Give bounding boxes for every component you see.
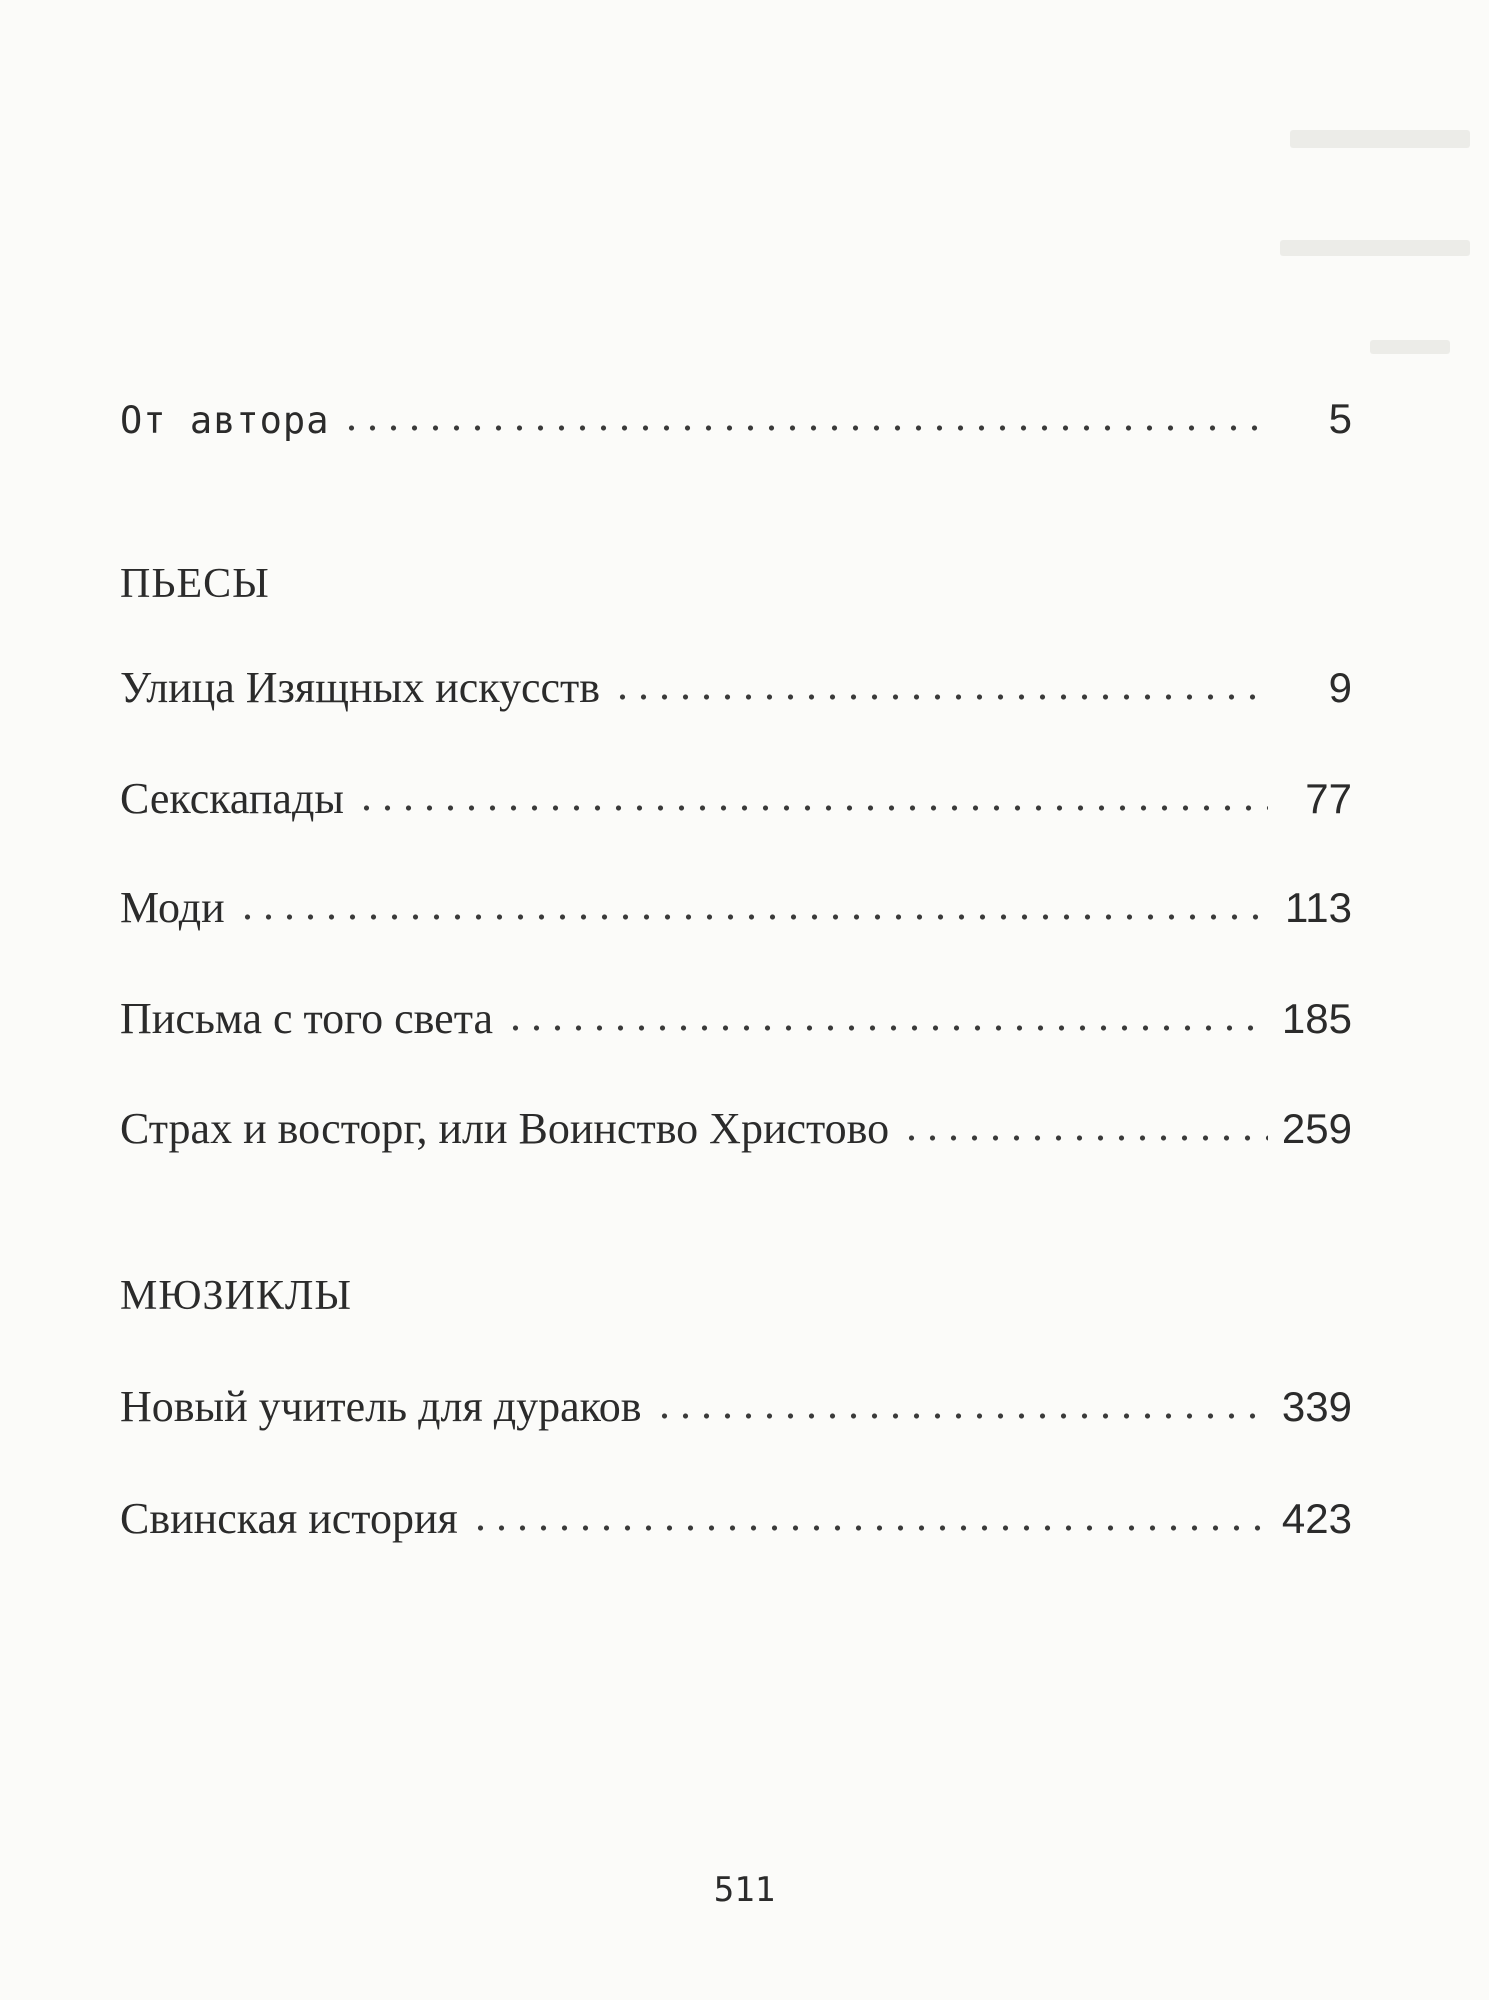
toc-entry-title: От автора [120,399,330,442]
dot-leader [356,805,1268,811]
section-heading-plays: ПЬЕСЫ [120,561,270,607]
toc-entry-title: Страх и восторг, или Воинство Христово [120,1104,890,1153]
toc-entry-page: 9 [1328,664,1352,711]
toc-entry-foreword[interactable] [120,395,1352,443]
toc-entry-page: 185 [1281,995,1352,1042]
toc-entry[interactable] [120,1493,1352,1544]
dot-leader [505,1025,1268,1031]
toc-entry-page: 259 [1281,1105,1352,1152]
dot-leader [470,1525,1268,1531]
toc-entry[interactable] [120,662,1352,713]
toc-entry[interactable] [120,882,1352,933]
page-number: 511 [713,1870,776,1910]
toc-entry-page: 339 [1281,1383,1352,1430]
toc-entry[interactable] [120,1381,1352,1432]
dot-leader [654,1413,1268,1419]
show-through-mark [1370,340,1450,354]
toc-entry-title: Секскапады [120,774,344,823]
dot-leader [901,1135,1268,1141]
toc-entry-title: Улица Изящных искусств [120,663,601,712]
dot-leader [341,425,1268,431]
show-through-mark [1280,240,1470,256]
toc-entry-title: Новый учитель для дураков [120,1382,642,1431]
show-through-mark [1290,130,1470,148]
toc-entry[interactable] [120,1103,1352,1154]
dot-leader [237,914,1268,920]
toc-entry-title: Моди [120,883,225,932]
toc-entry-page: 5 [1328,395,1352,442]
section-heading-musicals: МЮЗИКЛЫ [120,1273,353,1319]
toc-entry[interactable] [120,773,1352,824]
toc-entry-page: 77 [1305,775,1352,822]
toc-entry-title: Свинская история [120,1494,458,1543]
toc-entry-page: 423 [1281,1495,1352,1542]
dot-leader [612,694,1268,700]
toc-entry-page: 113 [1285,884,1352,931]
toc-entry[interactable] [120,993,1352,1044]
toc-entry-title: Письма с того света [120,994,493,1043]
